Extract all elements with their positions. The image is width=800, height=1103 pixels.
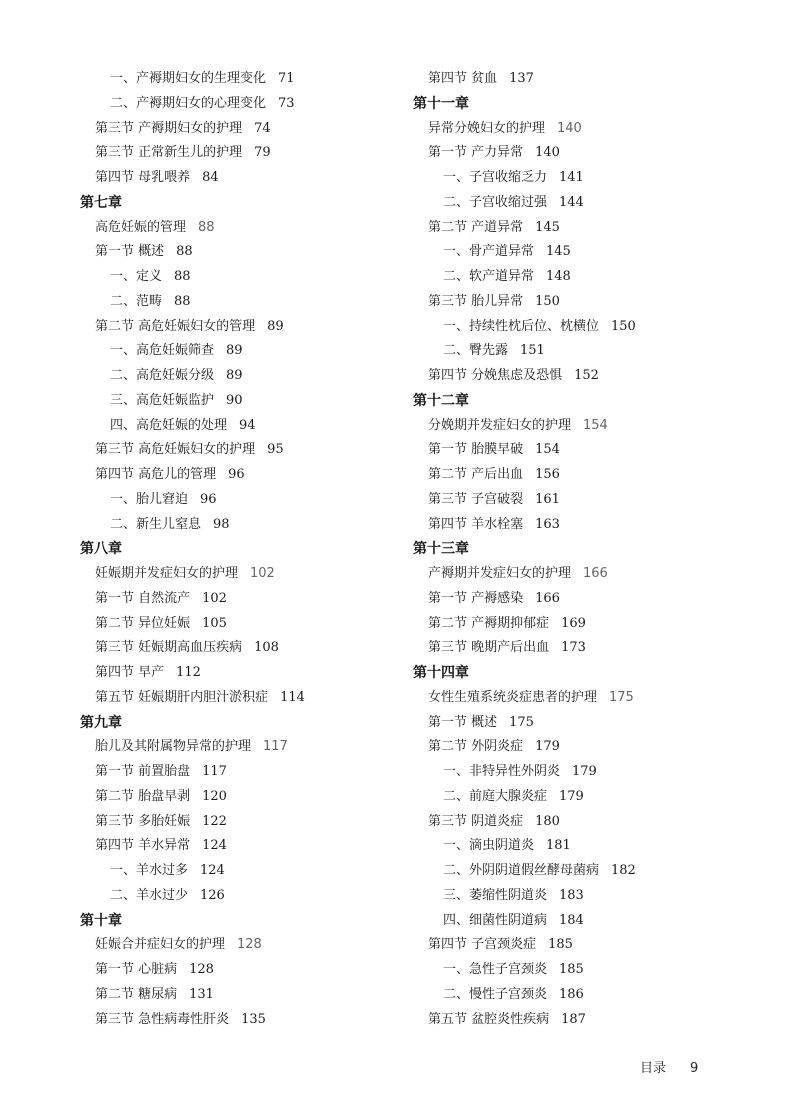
toc-entry-page: 150	[535, 293, 560, 309]
toc-entry-text: 二、软产道异常	[443, 269, 535, 284]
toc-entry-subsection[interactable]	[110, 268, 191, 286]
toc-entry-page: 89	[226, 343, 243, 359]
toc-entry-text: 一、急性子宫颈炎	[443, 962, 548, 977]
toc-entry-page: 73	[278, 95, 295, 111]
toc-entry-section[interactable]	[95, 1011, 266, 1029]
toc-entry-text: 一、滴虫阴道炎	[443, 838, 535, 854]
toc-entry-chapter-title[interactable]	[95, 219, 215, 237]
toc-entry-text: 二、新生儿窒息	[110, 516, 202, 532]
toc-entry-text: 第一节 胎膜早破	[428, 442, 524, 458]
toc-entry-text: 第三节 急性病毒性肝炎	[95, 1011, 230, 1027]
toc-entry-text: 妊娠期并发症妇女的护理	[95, 566, 239, 581]
toc-entry-subsection[interactable]	[443, 986, 584, 1004]
toc-entry-section[interactable]	[428, 738, 560, 756]
toc-entry-subsection[interactable]	[443, 194, 584, 212]
toc-entry-section[interactable]	[95, 615, 227, 633]
toc-entry-page: 126	[200, 887, 225, 903]
toc-entry-text: 第十三章	[413, 541, 469, 558]
toc-entry-section[interactable]	[95, 144, 271, 162]
footer-label: 目录	[640, 1061, 667, 1076]
toc-entry-subsection[interactable]	[110, 491, 217, 509]
toc-entry-page: 151	[520, 343, 545, 359]
toc-entry-page: 79	[254, 145, 271, 161]
toc-entry-text: 一、胎儿窘迫	[110, 491, 189, 507]
toc-entry-subsection[interactable]	[443, 169, 584, 187]
toc-entry-page: 140	[557, 120, 582, 136]
toc-entry-section[interactable]	[428, 813, 560, 831]
toc-entry-text: 二、前庭大腺炎症	[443, 788, 548, 804]
toc-entry-page: 169	[561, 615, 586, 631]
toc-entry-chapter[interactable]	[80, 714, 122, 732]
toc-entry-section[interactable]	[428, 590, 560, 608]
toc-entry-text: 第一节 产褥感染	[428, 590, 524, 606]
toc-entry-text: 第四节 高危儿的管理	[95, 467, 217, 482]
toc-entry-chapter-title[interactable]	[95, 565, 275, 583]
toc-entry-page: 166	[583, 566, 608, 581]
toc-entry-section[interactable]	[95, 763, 227, 781]
toc-entry-text: 分娩期并发症妇女的护理	[428, 417, 572, 433]
toc-entry-section[interactable]	[428, 516, 560, 534]
toc-entry-section[interactable]	[428, 466, 560, 484]
toc-entry-page: 124	[200, 863, 225, 878]
toc-entry-page: 166	[535, 590, 560, 606]
toc-entry-text: 二、子宫收缩过强	[443, 194, 548, 210]
toc-entry-section[interactable]	[428, 293, 560, 311]
toc-entry-section[interactable]	[95, 318, 284, 336]
toc-entry-page: 122	[202, 813, 227, 829]
toc-entry-subsection[interactable]	[110, 887, 225, 905]
toc-entry-text: 第一节 概述	[428, 714, 498, 730]
toc-entry-text: 女性生殖系统炎症患者的护理	[428, 689, 598, 705]
toc-entry-text: 第二节 产褥期抑郁症	[428, 615, 550, 631]
toc-entry-section[interactable]	[95, 639, 279, 657]
toc-entry-page: 135	[241, 1011, 266, 1027]
toc-entry-page: 128	[237, 937, 262, 953]
toc-entry-chapter-title[interactable]	[428, 120, 582, 138]
toc-entry-subsection[interactable]	[110, 293, 191, 311]
toc-entry-text: 第二节 高危妊娠妇女的管理	[95, 318, 256, 334]
toc-entry-page: 154	[535, 442, 560, 458]
toc-entry-text: 第二节 外阴炎症	[428, 739, 524, 755]
toc-entry-page: 88	[174, 293, 191, 309]
toc-entry-section[interactable]	[95, 837, 227, 855]
toc-entry-section[interactable]	[428, 639, 586, 657]
toc-entry-text: 二、范畴	[110, 293, 163, 309]
toc-entry-section[interactable]	[95, 986, 214, 1004]
toc-entry-page: 94	[239, 417, 256, 433]
toc-entry-section[interactable]	[428, 219, 560, 237]
toc-entry-page: 131	[189, 986, 214, 1002]
toc-entry-chapter-title[interactable]	[428, 565, 608, 583]
toc-entry-text: 第三节 高危妊娠妇女的护理	[95, 442, 256, 458]
toc-entry-page: 137	[509, 71, 534, 86]
toc-entry-section[interactable]	[428, 714, 534, 732]
toc-entry-text: 第二节 产后出血	[428, 467, 524, 482]
toc-entry-page: 183	[559, 887, 584, 903]
toc-entry-text: 第十章	[80, 912, 122, 929]
toc-entry-text: 三、高危妊娠监护	[110, 392, 215, 408]
toc-entry-page: 124	[202, 838, 227, 854]
toc-entry-subsection[interactable]	[443, 912, 584, 930]
toc-entry-page: 105	[202, 615, 227, 631]
toc-entry-page: 173	[561, 640, 586, 656]
toc-entry-text: 第九章	[80, 714, 122, 731]
toc-entry-subsection[interactable]	[443, 318, 636, 336]
toc-entry-page: 175	[609, 689, 634, 705]
toc-entry-page: 186	[559, 986, 584, 1002]
toc-entry-page: 163	[535, 516, 560, 532]
toc-entry-text: 第一节 概述	[95, 244, 165, 260]
toc-entry-subsection[interactable]	[443, 243, 571, 261]
toc-entry-page: 148	[546, 269, 571, 284]
toc-entry-page: 102	[202, 590, 227, 606]
toc-entry-text: 第四节 母乳喂养	[95, 170, 191, 185]
toc-entry-text: 第二节 产道异常	[428, 219, 524, 235]
toc-entry-page: 152	[574, 368, 599, 383]
toc-entry-text: 第四节 分娩焦虑及恐惧	[428, 368, 563, 383]
toc-entry-text: 第四节 早产	[95, 665, 165, 680]
toc-entry-text: 产褥期并发症妇女的护理	[428, 566, 572, 581]
toc-entry-page: 156	[535, 467, 560, 482]
toc-entry-text: 四、高危妊娠的处理	[110, 417, 228, 433]
toc-entry-page: 88	[176, 244, 193, 260]
toc-entry-section[interactable]	[428, 441, 560, 459]
toc-entry-text: 第十四章	[413, 665, 469, 681]
toc-entry-text: 四、细菌性阴道病	[443, 912, 548, 928]
toc-entry-text: 二、产褥期妇女的心理变化	[110, 95, 267, 111]
toc-entry-page: 179	[559, 788, 584, 804]
toc-entry-page: 175	[509, 714, 534, 730]
toc-entry-text: 一、定义	[110, 269, 163, 284]
toc-entry-page: 185	[559, 962, 584, 977]
toc-entry-text: 第三节 多胎妊娠	[95, 813, 191, 829]
toc-entry-page: 74	[254, 120, 271, 136]
toc-entry-page: 71	[278, 71, 295, 86]
toc-entry-subsection[interactable]	[110, 417, 256, 435]
toc-entry-page: 88	[198, 219, 215, 235]
toc-entry-chapter-title[interactable]	[428, 689, 634, 707]
toc-entry-page: 150	[611, 318, 636, 334]
toc-entry-text: 第三节 产褥期妇女的护理	[95, 120, 243, 136]
toc-entry-text: 高危妊娠的管理	[95, 219, 187, 235]
toc-entry-subsection[interactable]	[110, 95, 295, 113]
toc-entry-text: 第一节 产力异常	[428, 145, 524, 161]
toc-entry-section[interactable]	[95, 961, 214, 979]
toc-entry-page: 89	[267, 318, 284, 334]
toc-entry-section[interactable]	[428, 367, 599, 385]
toc-entry-text: 一、非特异性外阴炎	[443, 764, 561, 779]
toc-entry-text: 第一节 自然流产	[95, 590, 191, 606]
toc-entry-section[interactable]	[95, 243, 193, 261]
toc-entry-text: 第七章	[80, 194, 122, 211]
toc-entry-page: 128	[189, 962, 214, 977]
toc-entry-chapter[interactable]	[413, 392, 469, 410]
toc-entry-chapter-title[interactable]	[95, 738, 288, 756]
toc-entry-text: 一、产褥期妇女的生理变化	[110, 71, 267, 86]
toc-entry-subsection[interactable]	[443, 763, 597, 781]
toc-entry-subsection[interactable]	[110, 367, 243, 385]
toc-entry-page: 182	[611, 863, 636, 878]
toc-entry-page: 95	[267, 442, 284, 458]
toc-entry-page: 98	[213, 516, 230, 532]
toc-entry-page: 117	[263, 739, 288, 755]
toc-entry-chapter[interactable]	[413, 540, 469, 558]
toc-entry-text: 一、骨产道异常	[443, 244, 535, 260]
toc-entry-page: 180	[535, 813, 560, 829]
toc-entry-page: 114	[280, 689, 305, 705]
toc-entry-text: 二、羊水过少	[110, 887, 189, 903]
toc-entry-subsection[interactable]	[110, 70, 295, 88]
toc-entry-page: 179	[572, 764, 597, 779]
toc-entry-page: 84	[202, 170, 219, 185]
toc-entry-page: 96	[228, 467, 245, 482]
toc-entry-page: 145	[535, 219, 560, 235]
toc-entry-page: 102	[250, 566, 275, 581]
toc-entry-text: 一、羊水过多	[110, 863, 189, 878]
toc-entry-section[interactable]	[95, 689, 305, 707]
toc-entry-page: 112	[176, 665, 201, 680]
toc-entry-section[interactable]	[95, 120, 271, 138]
toc-entry-page: 161	[535, 491, 560, 507]
toc-entry-text: 胎儿及其附属物异常的护理	[95, 739, 252, 755]
toc-entry-page: 154	[583, 417, 608, 433]
toc-entry-chapter[interactable]	[80, 912, 122, 930]
toc-entry-text: 一、高危妊娠筛查	[110, 343, 215, 359]
toc-entry-section[interactable]	[428, 70, 534, 88]
toc-entry-page: 187	[561, 1011, 586, 1027]
toc-entry-page: 141	[559, 170, 584, 185]
toc-entry-text: 第五节 盆腔炎性疾病	[428, 1011, 550, 1027]
toc-entry-text: 第八章	[80, 541, 122, 558]
toc-entry-chapter[interactable]	[413, 664, 469, 682]
toc-entry-text: 异常分娩妇女的护理	[428, 120, 546, 136]
toc-entry-page: 120	[202, 788, 227, 804]
toc-entry-chapter-title[interactable]	[95, 936, 262, 954]
toc-entry-text: 第三节 晚期产后出血	[428, 640, 550, 656]
footer-page-number: 9	[690, 1061, 699, 1076]
toc-entry-page: 179	[535, 739, 560, 755]
toc-entry-section[interactable]	[428, 1011, 586, 1029]
toc-entry-section[interactable]	[95, 466, 245, 484]
toc-entry-section[interactable]	[95, 441, 284, 459]
toc-entry-page: 90	[226, 392, 243, 408]
toc-entry-section[interactable]	[95, 788, 227, 806]
toc-entry-subsection[interactable]	[443, 788, 584, 806]
toc-entry-section[interactable]	[428, 491, 560, 509]
toc-entry-text: 第四节 羊水栓塞	[428, 516, 524, 532]
toc-entry-subsection[interactable]	[110, 342, 243, 360]
toc-entry-text: 第二节 胎盘早剥	[95, 788, 191, 804]
toc-entry-page: 88	[174, 269, 191, 284]
toc-entry-subsection[interactable]	[443, 887, 584, 905]
toc-entry-text: 第三节 妊娠期高血压疾病	[95, 640, 243, 656]
toc-entry-section[interactable]	[95, 169, 219, 187]
toc-entry-page: 89	[226, 368, 243, 383]
toc-entry-subsection[interactable]	[443, 268, 571, 286]
toc-entry-text: 第五节 妊娠期肝内胆汁淤积症	[95, 689, 269, 705]
toc-entry-chapter-title[interactable]	[428, 417, 608, 435]
page-footer	[640, 1057, 698, 1076]
toc-entry-text: 第二节 糖尿病	[95, 986, 178, 1002]
toc-entry-page: 108	[254, 640, 279, 656]
toc-entry-text: 第十一章	[413, 95, 469, 112]
toc-entry-text: 第四节 子宫颈炎症	[428, 937, 537, 953]
toc-entry-page: 144	[559, 194, 584, 210]
toc-entry-text: 一、子宫收缩乏力	[443, 170, 548, 185]
toc-entry-subsection[interactable]	[110, 862, 225, 880]
toc-entry-text: 第三节 子宫破裂	[428, 491, 524, 507]
toc-entry-text: 第三节 正常新生儿的护理	[95, 145, 243, 161]
toc-entry-text: 第四节 贫血	[428, 71, 498, 86]
toc-entry-text: 二、外阴阴道假丝酵母菌病	[443, 863, 600, 878]
toc-entry-chapter[interactable]	[80, 194, 122, 212]
toc-entry-chapter[interactable]	[80, 540, 122, 558]
toc-entry-text: 第三节 胎儿异常	[428, 293, 524, 309]
toc-entry-text: 第十二章	[413, 392, 469, 409]
toc-entry-text: 第一节 前置胎盘	[95, 764, 191, 779]
toc-entry-subsection[interactable]	[443, 862, 636, 880]
toc-entry-subsection[interactable]	[110, 392, 243, 410]
toc-entry-page: 185	[548, 937, 573, 953]
toc-entry-section[interactable]	[95, 813, 227, 831]
toc-entry-text: 二、臀先露	[443, 343, 509, 359]
toc-entry-section[interactable]	[428, 144, 560, 162]
toc-entry-subsection[interactable]	[443, 837, 571, 855]
toc-entry-page: 184	[559, 912, 584, 928]
toc-entry-page: 117	[202, 764, 227, 779]
toc-entry-subsection[interactable]	[443, 342, 545, 360]
toc-entry-text: 第三节 阴道炎症	[428, 813, 524, 829]
toc-entry-text: 二、高危妊娠分级	[110, 368, 215, 383]
toc-entry-subsection[interactable]	[110, 516, 230, 534]
toc-entry-text: 第一节 心脏病	[95, 962, 178, 977]
toc-entry-text: 二、慢性子宫颈炎	[443, 986, 548, 1002]
toc-entry-page: 140	[535, 145, 560, 161]
toc-entry-subsection[interactable]	[443, 961, 584, 979]
toc-entry-section[interactable]	[95, 664, 201, 682]
toc-entry-page: 181	[546, 838, 571, 854]
toc-entry-text: 一、持续性枕后位、枕横位	[443, 318, 600, 334]
toc-entry-page: 96	[200, 491, 217, 507]
toc-entry-chapter[interactable]	[413, 95, 469, 113]
toc-entry-text: 第四节 羊水异常	[95, 838, 191, 854]
toc-entry-section[interactable]	[95, 590, 227, 608]
toc-entry-section[interactable]	[428, 936, 573, 954]
toc-entry-text: 三、萎缩性阴道炎	[443, 887, 548, 903]
toc-entry-text: 第二节 异位妊娠	[95, 615, 191, 631]
toc-entry-page: 145	[546, 244, 571, 260]
toc-entry-section[interactable]	[428, 615, 586, 633]
toc-entry-text: 妊娠合并症妇女的护理	[95, 937, 226, 953]
